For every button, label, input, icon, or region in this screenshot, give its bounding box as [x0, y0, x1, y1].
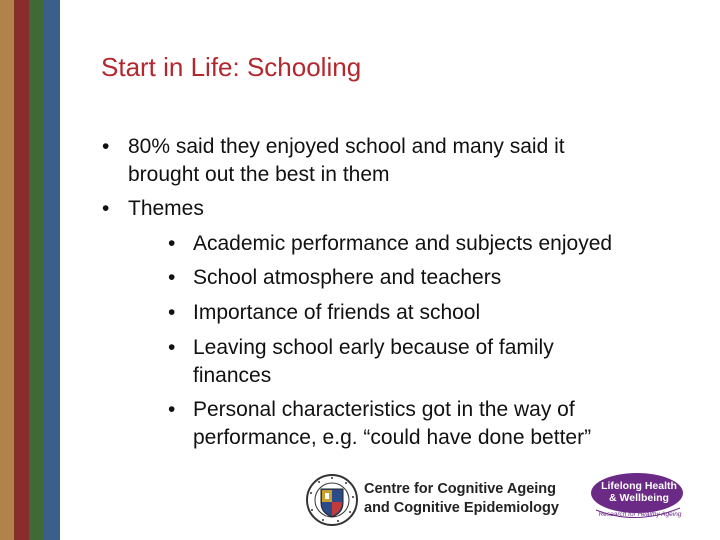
bullet-item: Themes — [128, 197, 204, 220]
sub-bullet-item: Academic performance and subjects enjoyed — [193, 232, 613, 255]
sub-bullet-marker: • — [168, 232, 176, 255]
bullet-item: 80% said they enjoyed school and many said it — [128, 135, 565, 158]
lifelong-health-logo-text — [599, 480, 679, 504]
sub-bullet-item: Personal characteristics got in the way of — [193, 398, 575, 421]
lifelong-line2: & Wellbeing — [609, 492, 669, 504]
stripe-blue — [44, 0, 60, 540]
ccace-logo-text — [364, 480, 559, 518]
bullet-item-continuation: brought out the best in them — [128, 163, 390, 186]
bullet-marker: • — [102, 135, 110, 158]
sub-bullet-marker: • — [168, 336, 176, 359]
footer-logos — [300, 470, 710, 530]
sub-bullet-marker: • — [168, 398, 176, 421]
sub-bullet-item: School atmosphere and teachers — [193, 266, 502, 289]
centre-name-line2: and Cognitive Epidemiology — [364, 500, 559, 516]
lifelong-line1: Lifelong Health — [601, 480, 677, 492]
sub-bullet-item-continuation: finances — [193, 364, 272, 387]
centre-name-line1: Centre for Cognitive Ageing — [364, 481, 556, 497]
stripe-gold — [0, 0, 14, 540]
university-crest-icon — [305, 473, 359, 527]
bullet-marker: • — [102, 197, 110, 220]
sub-bullet-item-continuation: performance, e.g. “could have done better” — [193, 426, 592, 449]
sub-bullet-item: Importance of friends at school — [193, 301, 481, 324]
decorative-side-stripes — [0, 0, 60, 540]
stripe-maroon — [14, 0, 29, 540]
stripe-green — [29, 0, 44, 540]
lifelong-tagline: Research for Healthy Ageing — [598, 511, 682, 518]
sub-bullet-marker: • — [168, 266, 176, 289]
slide-title: Start in Life: Schooling — [101, 52, 362, 82]
sub-bullet-item: Leaving school early because of family — [193, 336, 554, 359]
sub-bullet-marker: • — [168, 301, 176, 324]
